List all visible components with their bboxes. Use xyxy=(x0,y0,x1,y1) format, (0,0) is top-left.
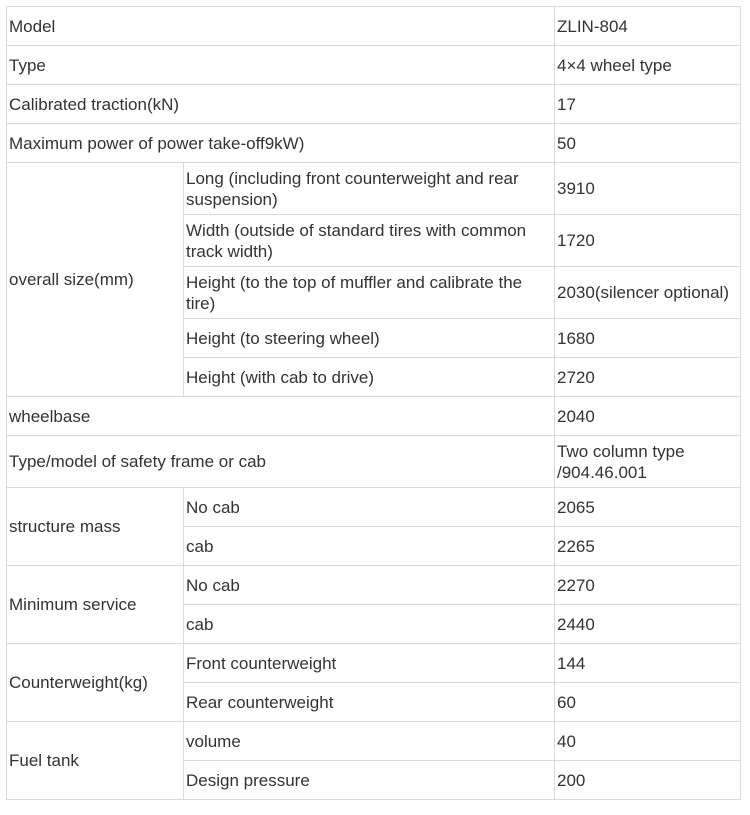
cell-label: Type xyxy=(7,46,555,85)
cell-value: 2270 xyxy=(555,566,741,605)
group-label-overall-size: overall size(mm) xyxy=(7,163,184,397)
group-label-structure-mass: structure mass xyxy=(7,488,184,566)
cell-label: Type/model of safety frame or cab xyxy=(7,436,555,488)
cell-value: 4×4 wheel type xyxy=(555,46,741,85)
cell-value: 2265 xyxy=(555,527,741,566)
cell-label: wheelbase xyxy=(7,397,555,436)
cell-sublabel: No cab xyxy=(184,566,555,605)
cell-sublabel: Height (with cab to drive) xyxy=(184,358,555,397)
cell-sublabel: cab xyxy=(184,605,555,644)
cell-sublabel: Front counterweight xyxy=(184,644,555,683)
cell-value: 2720 xyxy=(555,358,741,397)
cell-value: 50 xyxy=(555,124,741,163)
cell-label: Model xyxy=(7,7,555,46)
cell-value: 1720 xyxy=(555,215,741,267)
cell-sublabel: volume xyxy=(184,722,555,761)
cell-value: Two column type /904.46.001 xyxy=(555,436,741,488)
cell-value: ZLIN-804 xyxy=(555,7,741,46)
cell-value: 2040 xyxy=(555,397,741,436)
cell-value: 1680 xyxy=(555,319,741,358)
cell-sublabel: Rear counterweight xyxy=(184,683,555,722)
cell-label: Calibrated traction(kN) xyxy=(7,85,555,124)
spec-table xyxy=(6,6,741,800)
table-row-structure-mass-no-cab xyxy=(7,488,741,527)
cell-value: 2065 xyxy=(555,488,741,527)
table-row-safety-frame xyxy=(7,436,741,488)
cell-value: 60 xyxy=(555,683,741,722)
cell-sublabel: Height (to the top of muffler and calibrate the tire) xyxy=(184,267,555,319)
cell-value: 40 xyxy=(555,722,741,761)
table-row-min-service-no-cab xyxy=(7,566,741,605)
table-row-size-long xyxy=(7,163,741,215)
table-row-type xyxy=(7,46,741,85)
cell-value: 3910 xyxy=(555,163,741,215)
table-row-model xyxy=(7,7,741,46)
cell-label: Maximum power of power take-off9kW) xyxy=(7,124,555,163)
cell-value: 2440 xyxy=(555,605,741,644)
cell-sublabel: Long (including front counterweight and rear suspension) xyxy=(184,163,555,215)
table-row-wheelbase xyxy=(7,397,741,436)
cell-value: 144 xyxy=(555,644,741,683)
cell-sublabel: No cab xyxy=(184,488,555,527)
table-row-pto-power xyxy=(7,124,741,163)
cell-sublabel: Width (outside of standard tires with common track width) xyxy=(184,215,555,267)
cell-sublabel: cab xyxy=(184,527,555,566)
cell-sublabel: Design pressure xyxy=(184,761,555,800)
group-label-minimum-service: Minimum service xyxy=(7,566,184,644)
table-row-traction xyxy=(7,85,741,124)
cell-sublabel: Height (to steering wheel) xyxy=(184,319,555,358)
cell-value: 2030(silencer optional) xyxy=(555,267,741,319)
table-row-counterweight-front xyxy=(7,644,741,683)
table-row-fuel-tank-volume xyxy=(7,722,741,761)
group-label-counterweight: Counterweight(kg) xyxy=(7,644,184,722)
spec-table-container xyxy=(6,6,741,800)
cell-value: 17 xyxy=(555,85,741,124)
cell-value: 200 xyxy=(555,761,741,800)
group-label-fuel-tank: Fuel tank xyxy=(7,722,184,800)
